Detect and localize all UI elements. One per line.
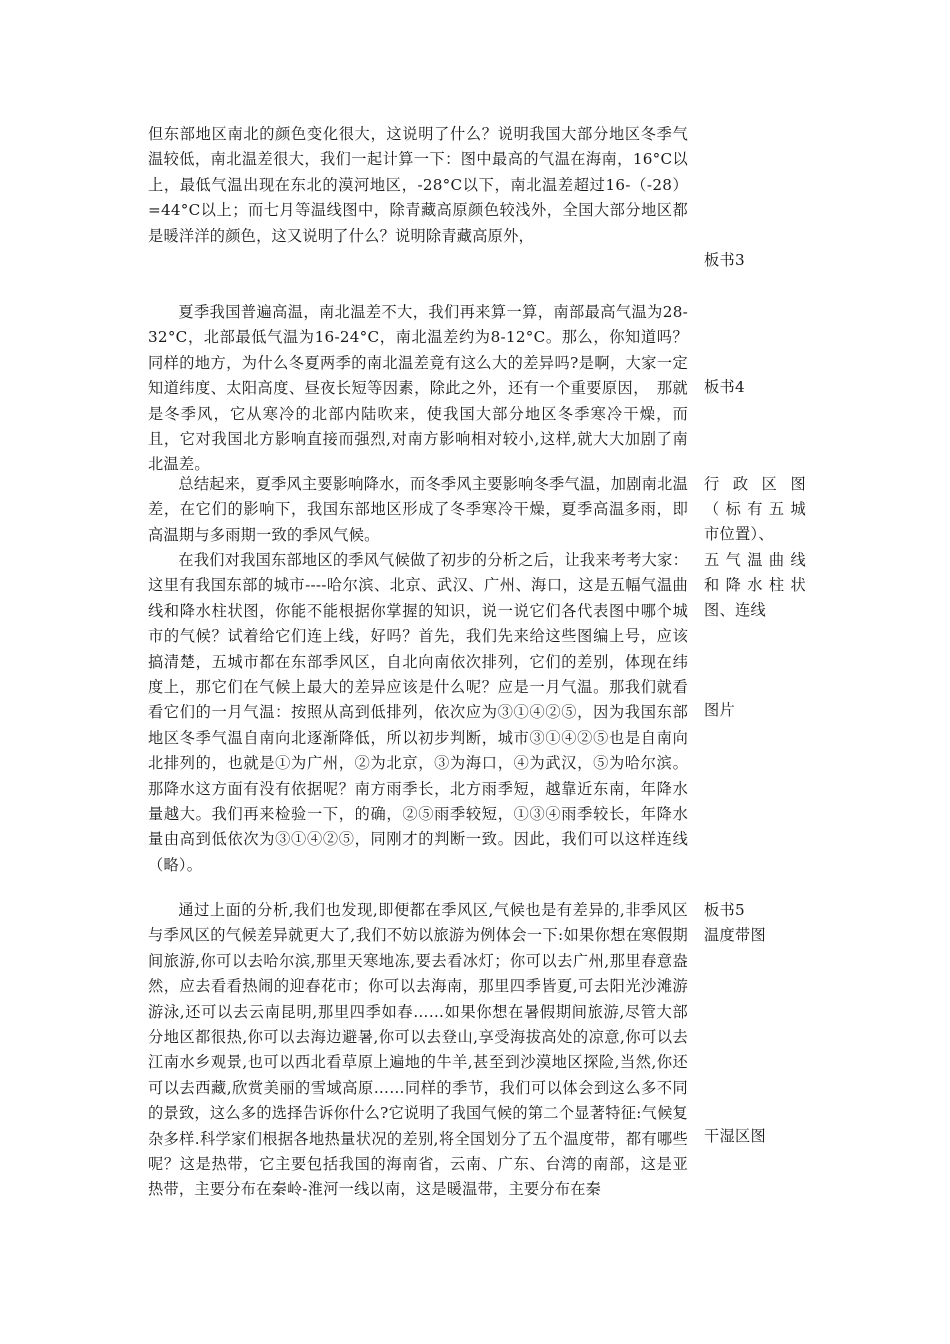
side-note-dry-wet-zone-map: 干湿区图 <box>704 1127 766 1145</box>
paragraph-2: 夏季我国普遍高温，南北温差不大，我们再来算一算，南部最高气温为28-32°C，北部最低气温为16-24°C，南北温差约为8-12°C。那么，你知道吗？同样的地方，为什么冬夏两季的南北温差竟有这么大的差异吗?是啊，大家一定知道纬度、太阳高度、昼夜长短等因素，除此之外，还有一个重要原因， 那就是冬季风，它从寒冷的北部内陆吹来，使我国大部分地区冬季寒冷干燥，而且，它对我国北方影响直接而强烈,对南方影响相对较小,这样,就大大加剧了南北温差。 <box>148 303 688 474</box>
paragraph-3: 总结起来，夏季风主要影响降水，而冬季风主要影响冬季气温，加剧南北温差，在它们的影响下，我国东部地区形成了冬季寒冷干燥，夏季高温多雨，即高温期与多雨期一致的季风气候。 <box>148 475 688 544</box>
paragraph-1: 但东部地区南北的颜色变化很大，这说明了什么？说明我国大部分地区冬季气温较低，南北温差很大，我们一起计算一下：图中最高的气温在海南，16°C以上，最低气温出现在东北的漠河地区，-28°C以下，南北温差超过16-（-28）=44°C以上；而七月等温线图中，除青藏高原颜色较浅外，全国大部分地区都是暖洋洋的颜色，这又说明了什么？说明除青藏高原外， <box>148 125 688 245</box>
side-note-admin-map-line2: （ 标 有 五 城 <box>704 500 806 518</box>
paragraph-4: 在我们对我国东部地区的季风气候做了初步的分析之后，让我来考考大家：这里有我国东部的城市----哈尔滨、北京、武汉、广州、海口，这是五幅气温曲线和降水柱状图，你能不能根据你掌握的知识，说一说它们各代表图中哪个城市的气候？试着给它们连上线，好吗？首先，我们先来给这些图编上号，应该搞清楚，五城市都在东部季风区，自北向南依次排列，它们的差别，体现在纬度上，那它们在气候上最大的差异应该是什么呢？应是一月气温。那我们就看看它们的一月气温：按照从高到低排列，依次应为③①④②⑤，因为我国东部地区冬季气温自南向北逐渐降低，所以初步判断，城市③①④②⑤也是自南向北排列的，也就是①为广州，②为北京，③为海口，④为武汉，⑤为哈尔滨。那降水这方面有没有依据呢？南方雨季长，北方雨季短，越靠近东南，年降水量越大。我们再来检验一下，的确，②⑤雨季较短，①③④雨季较长，年降水量由高到低依次为③①④②⑤，同刚才的判断一致。因此，我们可以这样连线（略）。 <box>148 551 688 874</box>
paragraph-5: 通过上面的分析,我们也发现,即便都在季风区,气候也是有差异的,非季风区与季风区的气候差异就更大了,我们不妨以旅游为例体会一下:如果你想在寒假期间旅游,你可以去哈尔滨,那里天寒地冻,要去看冰灯；你可以去广州,那里春意盎然，应去看看热闹的迎春花市；你可以去海南，那里四季皆夏,可去阳光沙滩游游泳,还可以去云南昆明,那里四季如春……如果你想在暑假期间旅游,尽管大部分地区都很热,你可以去海边避暑,你可以去登山,享受海拔高处的凉意,你可以去江南水乡观景,也可以西北看草原上遍地的牛羊,甚至到沙漠地区探险,当然,你还可以去西藏,欣赏美丽的雪域高原……同样的季节，我们可以体会到这么多不同的景致，这么多的选择告诉你什么?它说明了我国气候的第二个显著特征:气候复杂多样.科学家们根据各地热量状况的差别,将全国划分了五个温度带，都有哪些呢？这是热带，它主要包括我国的海南省，云南、广东、台湾的南部，这是亚热带，主要分布在秦岭-淮河一线以南，这是暖温带，主要分布在秦 <box>148 901 688 1199</box>
side-note-board-4: 板书4 <box>704 378 745 396</box>
side-note-board-5: 板书5 <box>704 901 745 919</box>
side-note-picture: 图片 <box>704 701 735 719</box>
side-note-climate-chart-line3: 图、连线 <box>704 601 766 619</box>
side-note-climate-chart-line1: 五 气 温 曲 线 <box>704 551 806 569</box>
side-note-board-3: 板书3 <box>704 251 745 269</box>
side-note-climate-chart-line2: 和 降 水 柱 状 <box>704 576 806 594</box>
side-note-temperature-zone-map: 温度带图 <box>704 926 766 944</box>
side-note-admin-map-line1: 行 政 区 图 <box>704 475 806 493</box>
side-note-admin-map-line3: 市位置）、 <box>704 525 774 543</box>
